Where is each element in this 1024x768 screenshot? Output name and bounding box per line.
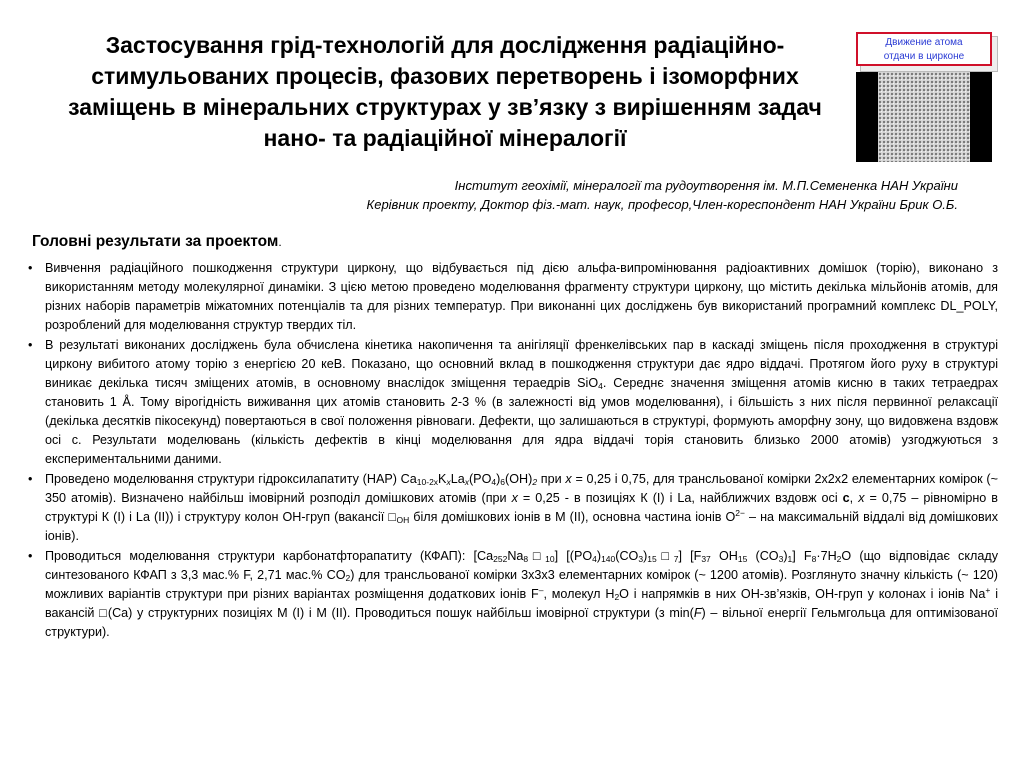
result-2-text: В результаті виконаних досліджень була обчислена кінетика накопичення та анігіляції френкелівських пар в каскаді зміщень після проходження в структурі циркону вибитого атому торію з енергією 20 кеВ. Показано, що основний вклад в пошкодження структури дає ядро віддачі. Протягом його руху в структурі виникає декілька тисяч зміщених атомів, в основному внаслідок зміщення тераедрів SiO xyxy=(45,338,998,390)
result-4-text: □ xyxy=(528,549,546,563)
result-3-text: = 0,25 - в позиціях К (I) і La, найближчих вздовж осі xyxy=(517,491,843,505)
project-leader: Керівник проекту, Доктор фіз.-мат. наук, професор,Член-кореспондент НАН України Брик О.Б. xyxy=(366,197,958,212)
section-heading-dot: . xyxy=(278,235,282,249)
results-list xyxy=(28,259,998,643)
subscript: 3 xyxy=(638,554,644,564)
result-4-text: ) xyxy=(783,549,788,563)
result-3-text: (OH) xyxy=(505,472,533,486)
section-heading xyxy=(32,233,282,251)
subscript: 6 xyxy=(500,477,506,487)
subscript: 10-2x xyxy=(416,477,439,487)
result-2-text: . Середнє значення зміщення атомів кисню в таких тетраедрах становить 1 Å. Тому вірогідність виживання цих атомів становить 2-3 % (в залежності від умов моделювання), і більшість з них після первинної релаксації (декілька десятків пікосекунд) повертаються в свої положення рівноваги. Дефекти, що залишаються в структурі, формують аморфну зону, що видовжена вздовж осі с. Результати моделювань (кількість дефектів в кінці моделювання для ядра віддачі торія становить близько 2000 атомів) узгоджуються з експериментальними даними. xyxy=(45,376,999,466)
result-4-text: ] F xyxy=(792,549,812,563)
result-item-1 xyxy=(28,259,998,335)
subscript: 4 xyxy=(598,381,603,391)
result-3-text: – на максимальній віддалі від домішкових іонів). xyxy=(45,510,998,543)
result-item-2 xyxy=(28,336,998,469)
result-4-text: і вакансій □(Ca) у структурних позиціях М (I) і М (II). Проводиться пошук найбільш імовірної структури (з min( xyxy=(45,587,998,620)
result-3-text: біля домішкових іонів в М (II), основна частина іонів O xyxy=(409,510,736,524)
institute-block xyxy=(367,176,958,214)
variable-f: F xyxy=(693,606,702,620)
result-3-text: K xyxy=(438,472,447,486)
result-4-text: □ xyxy=(656,549,674,563)
lattice-pattern xyxy=(878,72,970,162)
result-4-text: Проводиться моделювання структури карбонатфторапатиту (КФАП): [Ca xyxy=(45,549,494,563)
subscript: 2 xyxy=(345,573,351,583)
subscript: 15 xyxy=(647,554,657,564)
result-4-text: Na xyxy=(507,549,524,563)
result-4-text: , молекул H xyxy=(543,587,615,601)
zircon-lattice-image xyxy=(856,72,992,162)
result-3-text: при xyxy=(537,472,566,486)
subscript: 2 xyxy=(836,554,842,564)
subscript: x xyxy=(464,477,469,487)
subscript: 15 xyxy=(737,554,748,564)
result-4-text: ] [(PO xyxy=(554,549,593,563)
result-3-text: , xyxy=(849,491,859,505)
subscript: 8 xyxy=(811,554,817,564)
result-4-text: (CO xyxy=(747,549,779,563)
subscript: 1 xyxy=(787,554,793,564)
subscript: 10 xyxy=(545,554,555,564)
subscript: x xyxy=(446,477,451,487)
result-4-text: ) xyxy=(596,549,602,563)
subscript: 4 xyxy=(592,554,597,564)
result-4-text: ) – вільної енергії Гельмгольца для оптимізованої структури). xyxy=(45,606,998,639)
result-3-text: (PO xyxy=(468,472,492,486)
result-3-text: Проведено моделювання структури гідроксилапатиту (НАР) Ca xyxy=(45,472,417,486)
subscript: 2 xyxy=(614,592,620,602)
result-4-text: OH xyxy=(710,549,738,563)
result-4-text: O (що відповідає складу синтезованого КФАП з 3,3 мас.% F, 2,71 мас.% CO xyxy=(45,549,999,582)
subscript: 252 xyxy=(493,554,508,564)
inset-caption-line2: отдачи в цирконе xyxy=(883,51,965,62)
result-item-4 xyxy=(28,547,998,642)
result-1-text: Вивчення радіаційного пошкодження структури циркону, що відбувається під дією альфа-випромінювання радіоактивних домішок (торію), виконано з використанням методу молекулярної динаміки. З цією метою проведено моделювання фрагменту структури циркону, що містить декілька мільйонів атомів, для різних наборів параметрів міжатомних потенціалів та для різних температур. При виконанні цих досліджень був використаний програмний комплекс DL_POLY, розроблений для моделювання структур твердих тіл. xyxy=(45,261,998,332)
superscript: + xyxy=(985,585,991,595)
subscript: 3 xyxy=(778,554,784,564)
result-4-text: (CO xyxy=(615,549,639,563)
recoil-atom-inset xyxy=(856,32,996,162)
subscript: 140 xyxy=(601,554,616,564)
variable-x: x xyxy=(511,491,518,505)
superscript: 2− xyxy=(735,508,745,518)
inset-caption xyxy=(856,32,992,66)
result-4-text: ] [F xyxy=(678,549,702,563)
result-4-text: O і напрямків в них ОН-зв’язків, ОН-груп у колонах і іонів Na xyxy=(619,587,986,601)
axis-c: с xyxy=(842,491,850,505)
result-item-3 xyxy=(28,470,998,546)
subscript: 7 xyxy=(673,554,679,564)
subscript: 8 xyxy=(523,554,529,564)
result-4-text: ) для трансльованої комірки 3х3х3 елементарних комірок (~ 1200 атомів). Розглянуто значну кількість (~ 120) можливих варіантів структури при різних варіантах розміщення додаткових іонів F xyxy=(45,568,998,601)
result-3-text: La xyxy=(450,472,465,486)
result-3-text: = 0,25 і 0,75, для трансльованої комірки 2x2x2 елементарних комірок (~ 350 атомів). Визначено найбільш імовірний розподіл домішкових атомів (при xyxy=(45,472,998,505)
subscript: 37 xyxy=(701,554,711,564)
subscript: 4 xyxy=(491,477,497,487)
result-4-text: ) xyxy=(643,549,648,563)
variable-x: x xyxy=(858,491,865,505)
result-4-text: ·7H xyxy=(816,549,837,563)
variable-x: x xyxy=(565,472,572,486)
result-3-text: = 0,75 – рівномірно в структурі К (I) і La (II)) і структуру колон ОН-груп (вакансії □ xyxy=(45,491,998,524)
inset-caption-line1: Движение атома xyxy=(885,37,963,48)
result-3-text: ) xyxy=(496,472,501,486)
subscript: OH xyxy=(396,515,410,525)
institute-name: Інститут геохімії, мінералогії та рудоутворення ім. М.П.Семененка НАН України xyxy=(454,178,958,193)
subscript: 2 xyxy=(532,477,538,487)
superscript: – xyxy=(538,585,544,595)
page-title: Застосування грід-технологій для дослідження радіаційно-стимульованих процесів, фазових перетворень і ізоморфних заміщень в мінеральних структурах у зв’язку з вирішенням задач нано- та радіаційної мінералогії xyxy=(68,32,822,151)
section-heading-text: Головні результати за проектом xyxy=(32,233,279,250)
